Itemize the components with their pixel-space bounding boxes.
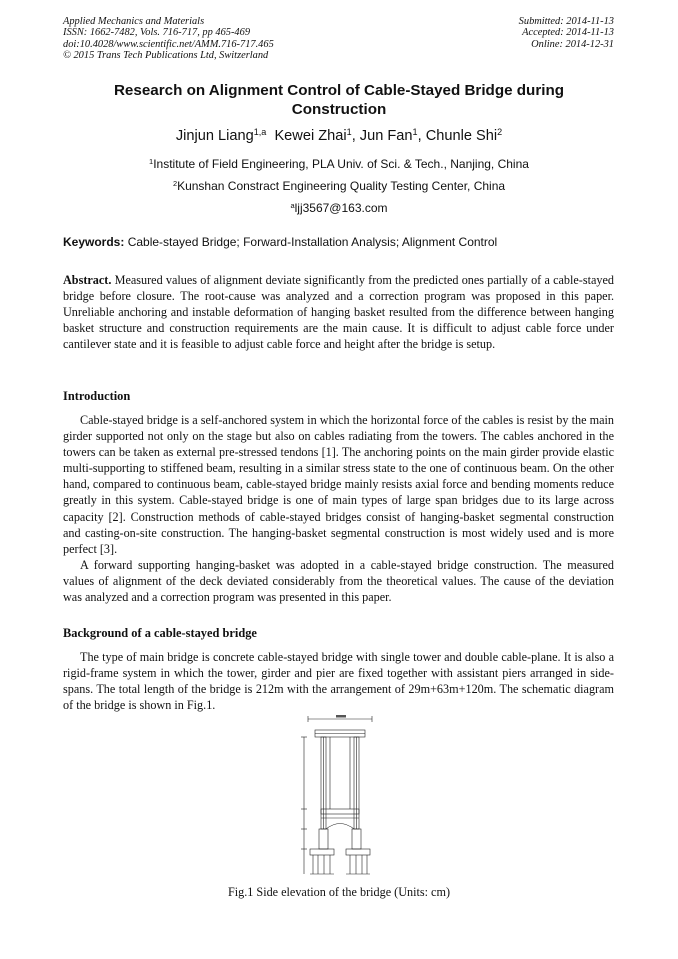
- author-separator: ,: [351, 128, 360, 144]
- journal-name: Applied Mechanics and Materials: [63, 16, 205, 27]
- keywords: [63, 235, 615, 249]
- online-date: Online: 2014-12-31: [531, 38, 614, 50]
- author-affil-mark: 2: [497, 127, 503, 138]
- author-separator: ,: [417, 128, 426, 144]
- background-paragraph-1: The type of main bridge is concrete cable-stayed bridge with single tower and double cable-plane. It is also a rigid-frame system in which the tower, girder and pier are fixed together with assistant piers arranged in side-spans. The total length of the bridge is 212m with the arrangement of 29m+63m+120m. The schematic diagram of the bridge is shown in Fig.1.: [63, 650, 614, 713]
- abstract-text: Measured values of alignment deviate significantly from the predicted ones partially of a cable-stayed bridge before closure. The root-cause was analyzed and a correction program was proposed in this paper. Unreliable anchoring and instable deformation of hanging basket resulted from the difference between hanging basket structure and construction requirements are the main cause. It is difficult to adjust cable force under cantilever state and it is feasible to adjust cable force and height after the bridge is setup.: [63, 273, 614, 352]
- abstract-label: Abstract.: [63, 273, 112, 287]
- bridge-elevation-drawing: [290, 714, 390, 876]
- paper-title: Research on Alignment Control of Cable-Stayed Bridge during Construction: [113, 82, 565, 118]
- intro-paragraph-1: Cable-stayed bridge is a self-anchored system in which the horizontal force of the cables is resist by the main girder supported not only on the stage but also on cables radiating from the towers. The cables anchored in the towers can be taken as external pre-stressed tendons [1]. The anchoring points on the main girder provide elastic multi-supporting to stiffened beam, resulting in a similar stress state to the one of continuous beam. On the other hand, compared to continuous beam, cable-stayed bridge mainly resists axial force and bending moments reduce greatly in this system. Cable-stayed bridge is one of main types of large span bridges due to its large across capacity [2]. Construction methods of cable-stayed bridges consist of hanging-basket segmental construction and casting-on-site construction. The hanging-basket segmental construction is most widely used and is more perfect [3].: [63, 413, 614, 556]
- keywords-label: Keywords:: [63, 235, 125, 249]
- author-email: $^a$ljj3567@163.com: [290, 200, 388, 215]
- section-heading-background: Background of a cable-stayed bridge: [63, 626, 257, 640]
- affiliation-2: $^2$Kunshan Constract Engineering Quality Testing Center, China: [172, 178, 506, 193]
- submission-dates: [519, 16, 614, 50]
- section-heading-introduction: Introduction: [63, 389, 131, 403]
- keywords-text: Cable-stayed Bridge; Forward-Installation Analysis; Alignment Control: [127, 235, 498, 249]
- author-name: Kewei Zhai: [274, 128, 347, 144]
- abstract: [63, 272, 614, 352]
- journal-copyright: © 2015 Trans Tech Publications Ltd, Switzerland: [63, 50, 269, 62]
- author-name: Jinjun Liang: [175, 128, 254, 144]
- accepted-date: Accepted: 2014-11-13: [522, 27, 614, 39]
- author-affil-mark: 1,a: [253, 127, 267, 138]
- author-name: Chunle Shi: [425, 128, 498, 144]
- affiliation-1: $^1$Institute of Field Engineering, PLA Univ. of Sci. & Tech., Nanjing, China: [149, 156, 529, 171]
- author-affil-mark: 1: [412, 127, 418, 138]
- author-list: [40, 128, 638, 144]
- journal-doi: doi:10.4028/www.scientific.net/AMM.716-717.465: [63, 38, 274, 50]
- submitted-date: Submitted: 2014-11-13: [518, 16, 614, 27]
- author-affil-mark: 1: [346, 127, 352, 138]
- bridge-elevation-figure: [290, 714, 390, 876]
- journal-info: [63, 16, 274, 62]
- intro-paragraph-2: A forward supporting hanging-basket was adopted in a cable-stayed bridge construction. The measured values of alignment of the deck deviated considerably from the theoretical values. The cause of the deviation was analyzed and a correction program was presented in this paper.: [63, 558, 614, 605]
- author-name: Jun Fan: [359, 128, 413, 144]
- figure-caption: Fig.1 Side elevation of the bridge (Units: cm): [227, 885, 451, 899]
- journal-issn: ISSN: 1662-7482, Vols. 716-717, pp 465-469: [63, 27, 251, 39]
